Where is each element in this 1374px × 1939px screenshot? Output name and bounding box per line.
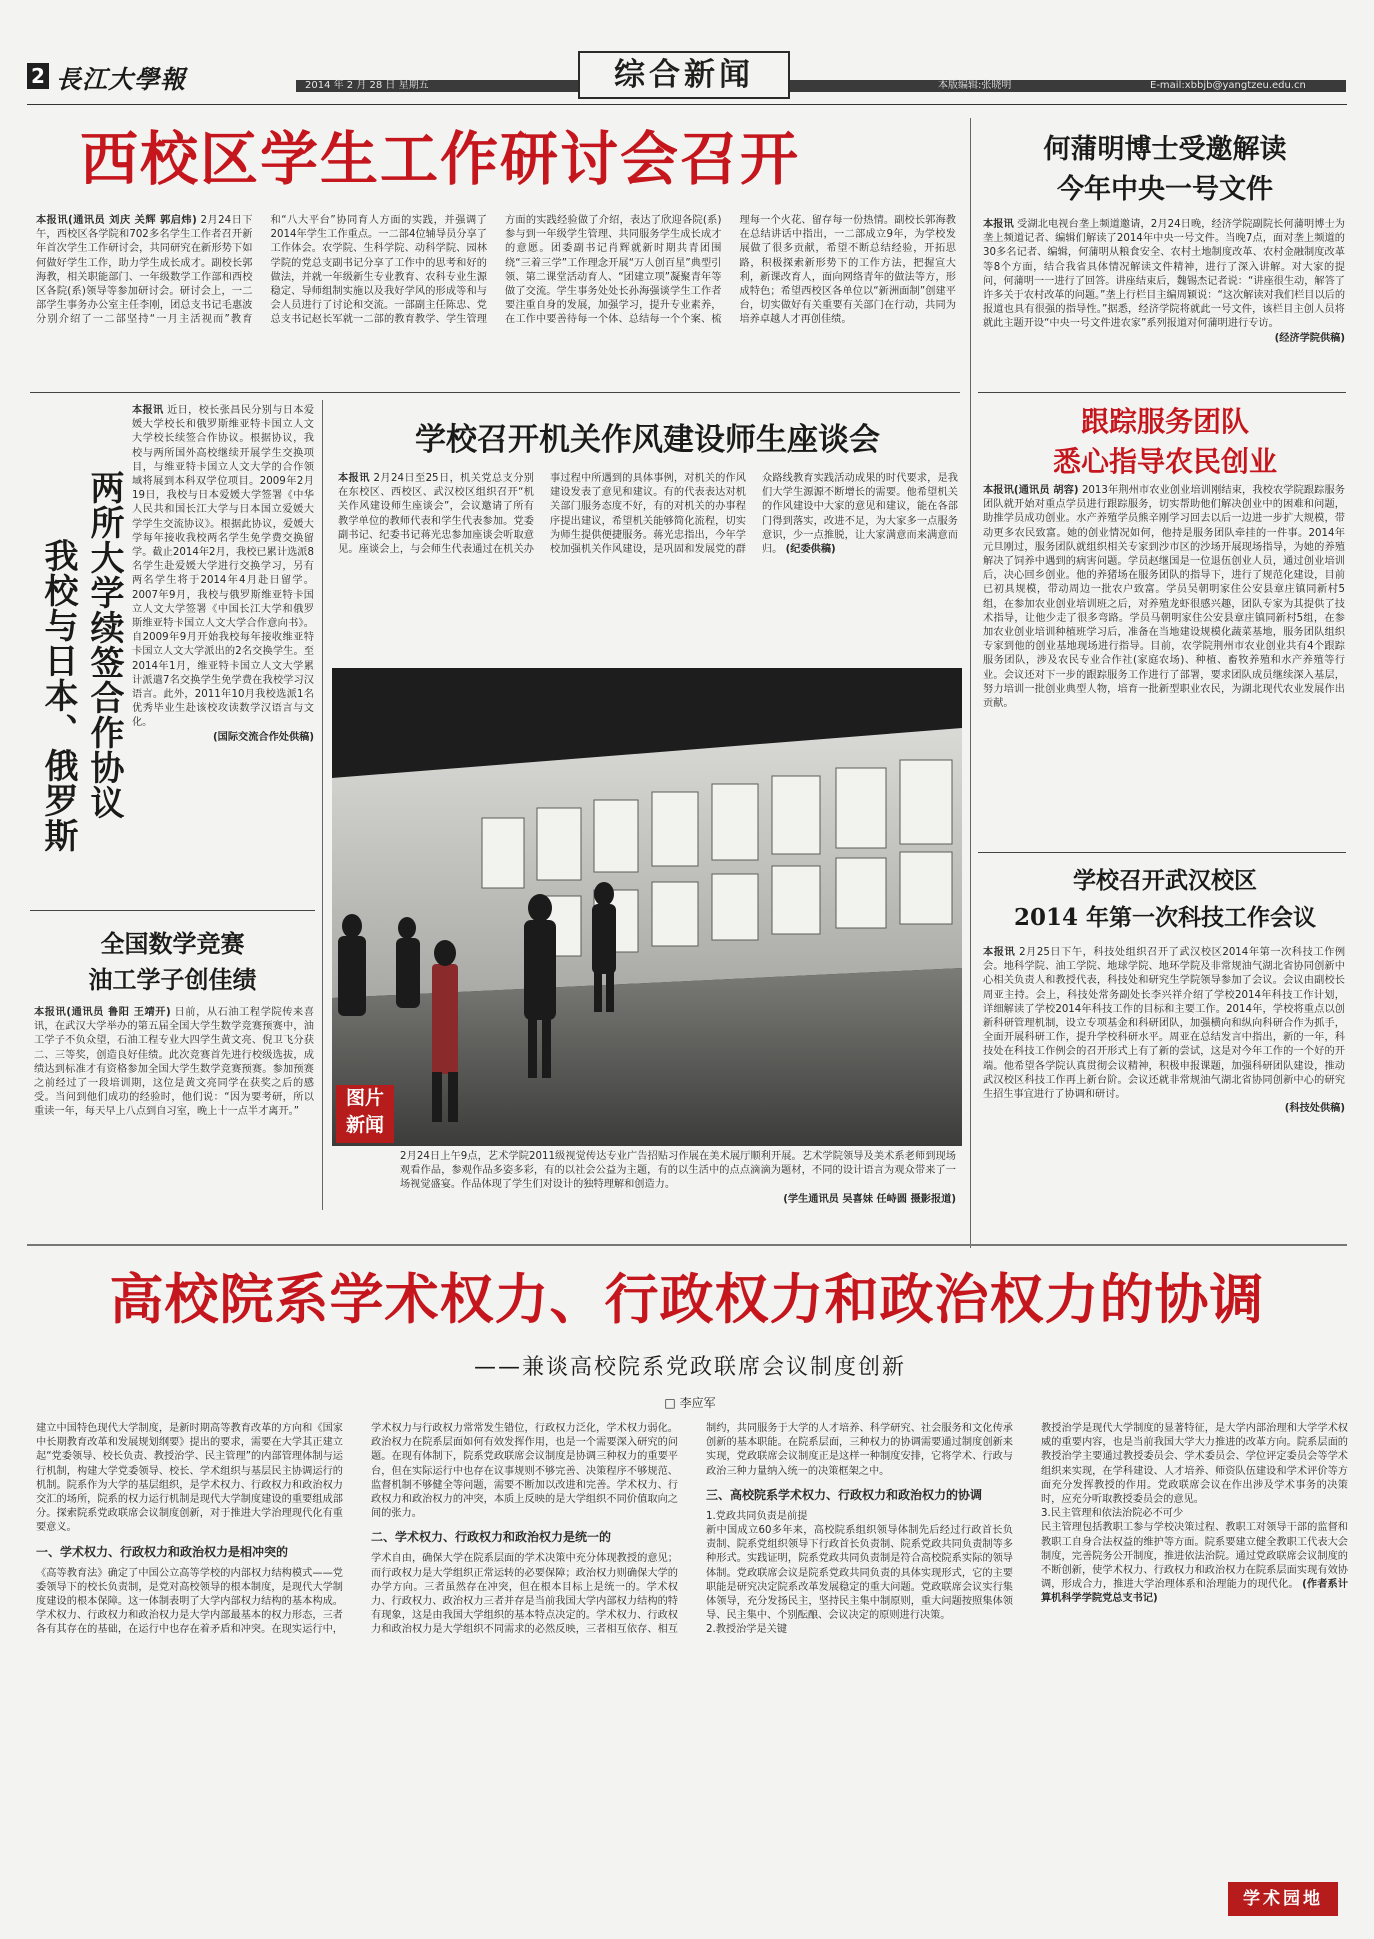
a7-text: 2月25日下午，科技处组织召开了武汉校区2014年第一次科技工作例会。地科学院、油工学院、地球学院、地环学院及非常规油气湖北省协同创新中心相关负责人和教授代表，科技处和研究生学院领导参加了会议。会议由副校长周亚主持。会上，科技处常务副处长李兴祥介绍了学校2014年科技工作计划，详细解读了学校2014年科技工作的目标和主要工作。2014年，学校将重点以创新科研管理机制，设立专项基金和科研团队，加强横向和纵向科研合作为抓手，全面开展科研工作，提升学校科研水平。周亚在总结发言中指出，新的一年，科技处在科技工作例会的召开形式上有了新的尝试，这是对今年工作的一个好的开端。他希望各学院认真贯彻会议精神，积极申报课题，加强科研团队建设，推动武汉校区科技工作再上新台阶。会议还就非常规油气湖北省协同创新中心的研究生招生事宜进行了协调和研讨。 [983,947,1345,1101]
column-rule-right [970,118,971,1248]
feature-credit: (作者系计算机科学学院党总支书记) [1041,1579,1348,1605]
photo-caption [400,1150,956,1206]
a5-body [983,484,1345,844]
feature-s1-heading: 一、学术权力、行政权力和政治权力是相冲突的 [36,1544,289,1559]
feature-s3-heading: 三、高校院系学术权力、行政权力和政治权力的协调 [706,1487,983,1502]
column-rule-left [322,400,323,1210]
a6-headline-line2: 油工学子创佳绩 [88,965,257,994]
a7-headline-line2: 2014 年第一次科技工作会议 [1013,904,1317,931]
a2-headline [985,130,1345,210]
feature-s1-body: 《高等教育法》确定了中国公立高等学校的内部权力结构模式——党委领导下的校长负责制，是党对高校领导的根本制度，是现代大学制度建设的根本保障。这一体制表明了大学内部权力结构的基本构成。学术权力、行政权力和政治权力是大学内部最基本的权力形态，三者各有其存在的基础，在运行中也存在着矛盾和冲突。在现实运行中，学术权力与行政权力常常发生错位，行政权力泛化，学术权力弱化。政治权力在院系层面如何有效发挥作用，也是一个需要深入研究的问题。在现有体制下，院系党政联席会议制度是协调三种权力的重要平台，但在实际运行中也存在议事规则不够完善、决策程序不够规范、监督机制不够健全等问题，需要不断加以改进和完善。学术权力、行政权力和政治权力的冲突，本质上反映的是大学组织不同价值取向之间的张力。 [36,1423,678,1636]
a3-body [132,404,314,904]
rule-top-right [978,392,1346,393]
a6-byline: 本报讯(通讯员 鲁阳 王靖开) [34,1007,171,1018]
feature-s3-body1: 新中国成立60多年来，高校院系组织领导体制先后经过行政首长负责制、院系党组织领导下行政首长负责制、院系党政共同负责制等多种形式。实践证明，院系党政共同负责制是符合高校院系实际的领导体制。党政联席会议是院系党政共同负责的具体实现形式，它的主要职能是研究决定院系改革发展稳定的重大问题。党政联席会议实行集体领导，充分发扬民主，坚持民主集中制原则，重大问题按照集体领导、民主集中、个别酝酿、会议决定的原则进行决策。 [706,1525,1013,1622]
photo-label-line1: 图片 [345,1087,384,1109]
section-title: 综合新闻 [614,57,754,93]
paper-name-logo: 長江大學報 [56,65,187,94]
a1-text: 2月24日下午，西校区各学院和702多名学生工作者召开新年首次学生工作研讨会，共同研究在新形势下如何做好学生工作，助力学生成长成才。副校长郭海教，相关职能部门、一年级数学工作部和西校区各院(系)领导等参加研讨会。研讨会上，一二部学生事务办公室主任李刚，团总支书记毛惠波分别介绍了一二部坚持“一月主活视而”教育和“八大平台”协同育人方面的实践，并强调了2014年学生工作重点。一二部4位辅导员分享了工作体会。农学院、生科学院、动科学院、园林学院的党总支副书记分享了工作中的思考和好的做法，并就一年级新生专业教育、农科专业生源稳定、导师组制实施以及我好学风的形成等和与会人员进行了讨论和交流。一部副主任陈忠、党总支书记赵长军就一二部的教育教学、学生管理方面的实践经验做了介绍，表达了欣迎各院(系)参与到一年级学生管理、共同服务学生成长成才的意愿。团委副书记肖辉就新时期共青团围绕“三着三学”工作理念开展“万人创百星”典型引领、第二课堂活动育人、“团建立项”凝聚青年等做了交流。学生事务处处长孙海强谈学生工作者要注重自身的发展，加强学习，提升专业素养，在工作中要善待每一个体、总结每一个个案、梳理每一个火花、留存每一份热情。副校长郭海教在总结讲话中指出，一二部成立9年，为学校发展做了很多贡献，希望不断总结经验，开拓思路，积极探索新形势下的工作方法，把握宣大利，新课改育人，面向网络青年的做法等方，形成特色；希望西校区各单位以“新洲面制”创建平台，切实做好有关重要有关部门在行动，共同为培养卓越人才再创佳绩。 [36,215,956,326]
a2-credit: (经济学院供稿) [1274,332,1345,344]
feature-subtitle: ——兼谈高校院系党政联席会议制度创新 [473,1355,906,1380]
a2-headline-line2: 今年中央一号文件 [1057,174,1273,205]
rule-a7 [978,852,1346,853]
a5-text: 2013年荆州市农业创业培训刚结束，我校农学院跟踪服务团队就开始对重点学员进行跟踪服务，切实帮助他们解决创业中的困难和问题，助推学员成功创业。水产养殖学员熊辛刚学习回去以后一边进一步扩大规模，带动更多农民致富。她的创业情况如何，他持是服务团队牵挂的一件事。2014年元旦刚过，服务团队就组织相关专家到沙市区的沙场开展现场指导，为她的养殖解决了饲养中遇到的病害问题。学员赵继国是一位退伍创业人员，通过创业培训后，决心回乡创业。他的养猪场在服务团队的指导下，进行了规范化建设，目前已初具规模，带动周边一批农户致富。学员吴朝明家住公安县章庄镇同新村5组，在参加农业创业培训班之后，对养殖龙虾很感兴趣，团队专家为其提供了技术指导，让他少走了很多弯路。学员马朝明家住公安县章庄镇同新村5组，在参加农业创业培训种植班学习后，准备在当地建设规模化蔬菜基地，服务团队组织专家到他的创业基地现场进行指导。目前，农学院荆州市农业创业共有4个跟踪服务团队，涉及农民专业合作社(家庭农场)、种植、畜牧养殖和水产养殖等行业。会议还对下一步的跟踪服务工作进行了部署，要求团队成员继续深入基层，努力培训一批创业典型人物，培育一批新型职业农民，为湖北现代农业发展作出贡献。 [983,485,1345,710]
a7-byline: 本报讯 [983,947,1016,958]
a6-body [34,1006,314,1206]
a5-headline-line2: 悉心指导农民创业 [1052,445,1277,478]
feature-s3-sub2: 2.教授治学是关键 [706,1624,788,1636]
feature-s3-sub1: 1.党政共同负责是前提 [706,1510,808,1522]
a7-body [983,946,1345,1208]
masthead-rule [27,104,1347,105]
a3-title-line2: 我校与日本、俄罗斯 [38,538,78,853]
a3-byline: 本报讯 [132,405,164,416]
feature-s3-body2: 教授治学是现代大学制度的显著特征，是大学内部治理和大学学术权威的重要内容，也是当前我国大学大力推进的改革方向。院系层面的教授治学主要通过教授委员会、学术委员会、学位评定委员会等学术组织来实现，在学科建设、人才培养、师资队伍建设和学术评价等方面充分发挥教授的作用。党政联席会议在作出涉及学术事务的决策时，应充分听取教授委员会的意见。 [1041,1423,1348,1506]
a1-body [36,214,956,384]
rule-top-left [30,392,960,393]
a5-headline-line1: 跟踪服务团队 [1080,405,1249,438]
a4-body [338,472,958,657]
a5-headline [985,402,1345,482]
exhibition-photo-illustration [332,668,962,1146]
a2-headline-line1: 何蒲明博士受邀解读 [1043,134,1287,165]
feature-s2-heading: 二、学术权力、行政权力和政治权力是统一的 [371,1530,612,1545]
page-number-box: 2 [27,63,49,89]
a4-text: 2月24日至25日，机关党总支分别在东校区、西校区、武汉校区组织召开“机关作风建设师生座谈会”，会议邀请了所有教学单位的教师代表和学生代表参加。党委副书记、纪委书记蒋光忠参加座谈会听取意见。座谈会上，与会师生代表通过在机关办事过程中所遇到的具体事例，对机关的作风建设发表了意见和建议。有的代表表达对机关部门服务态度不好，有的对机关的办事程序提出建议，希望机关能够简化流程，切实为师生提供便捷服务。蒋光忠指出，今年学校加强机关作风建设，是巩固和发展党的群众路线教育实践活动成果的时代要求，是我们大学生源源不断增长的需要。他希望机关的作风建设中大家的意见和建议，能在各部门得到落实，改进不足，为大家多一点服务意识，少一点推脱，让大家满意而来满意而归。 [338,473,958,556]
photo-credit: (学生通讯员 吴喜妹 任峙圆 摄影报道) [783,1193,956,1205]
photo-label-line2: 新闻 [345,1114,384,1136]
photo-caption-text: 2月24日上午9点，艺术学院2011级视觉传达专业广告招贴习作展在美术展厅顺利开展。艺术学院领导及美术系老师到现场观看作品，参观作品多姿多彩，有的以社会公益为主题，有的以生活中的点点滴滴为题材，不同的设计语言为观众带来了一场视觉盛宴。作品体现了学生们对设计的独特理解和创造力。 [400,1151,956,1191]
feature-intro: 建立中国特色现代大学制度，是新时期高等教育改革的方向和《国家中长期教育改革和发展规划纲要》提出的要求，需要在大学其正建立起“党委领导、校长负责、教授治学、民主管理”的内部管理体制与运行机制，构建大学党委领导、校长、学术组织与基层民主协调运行的机制。院系作为大学的基层组织，是学术权力、行政权力和政治权力交汇的场所，院系的权力运行机制是现代大学制度建设的重要组成部分。探索院系党政联席会议制度创新，对于推进大学治理现代化有重要意义。 [36,1423,343,1534]
feature-body [36,1422,1348,1928]
section-title-box [578,51,790,99]
editor-email: E-mail:xbbjb@yangtzeu.edu.cn [1150,80,1306,91]
a1-byline: 本报讯(通讯员 刘庆 关辉 郭启炜) [36,215,197,226]
column-label-academic: 学术园地 [1228,1882,1338,1916]
a7-credit: (科技处供稿) [1284,1103,1345,1115]
a2-body [983,218,1345,386]
page-editor: 本版编辑:张晓明 [938,80,1012,91]
a7-headline [985,862,1345,936]
feature-s2-body: 学术自由，确保大学在院系层面的学术决策中充分体现教授的意见；而行政权力是大学组织正常运转的必要保障；政治权力则确保大学的办学方向。三者虽然存在冲突，但在根本目标上是统一的。学术权力、行政权力、政治权力三者并存是当前我国大学内部权力结构的特有现象，这是由我国大学组织的基本特点决定的。学术权力、行政权力和政治权力是大学组织不同需求的必然反映，三者相互依存、相互制约，共同服务于大学的人才培养、科学研究、社会服务和文化传承创新的基本职能。在院系层面，三种权力的协调需要通过制度创新来实现，党政联席会议制度正是这样一种制度安排，它将学术、行政与政治三种力量纳入统一的决策框架之中。 [371,1423,1013,1636]
a3-vertical-title [30,470,126,890]
a6-text: 日前，从石油工程学院传来喜讯，在武汉大学举办的第五届全国大学生数学竞赛预赛中，油工学子不负众望，石油工程专业大四学生黄文亮、倪卫飞分获二、三等奖，创造良好佳绩。此次竞赛首先进行校级选拔，成绩达到标准才有资格参加全国大学生数学竞赛预赛。参加预赛之前经过了一段培训期，这位是黄文亮同学在获奖之后的感受。当问到他们成功的经验时，他们说：“因为要考研，所以重读一年，每天早上八点到自习室，晚上十一点半才离开。” [34,1007,314,1118]
a3-credit: (国际交流合作处供稿) [213,731,314,743]
a3-text: 近日，校长张昌民分别与日本爱媛大学校长和俄罗斯维亚特卡国立人文大学校长续签合作协议。根据协议，我校与两所国外高校继续开展学生交换项目，与维亚特卡国立人文大学的合作领域将展到本科双学位项目。2009年2月19日，我校与日本爱媛大学签署《中华人民共和国长江大学与日本国立爱媛大学学生交流协议》。根据此协议，爱媛大学每年接收我校两名学生免学费交换留学。截止2014年2月，我校已累计选派8名学生赴爱媛大学进行交换学习，另有两名学生将于2014年4月赴日留学。2007年9月，我校与俄罗斯维亚特卡国立人文大学签署《中国长江大学和俄罗斯维亚特卡国立人文大学合作意向书》。自2009年9月开始我校每年接收维亚特卡国立人文大学派出的2名交换学生。至2014年1月，维亚特卡国立人文大学累计派遣7名交换学生免学费在我校学习汉语言。此外，2011年10月我校选派1名优秀毕业生赴该校攻读数学汉语言与文化。 [132,405,314,729]
a4-byline: 本报讯 [338,473,370,484]
feature-s3-sub3: 3.民主管理和依法治院必不可少 [1041,1508,1184,1520]
a4-credit: (纪委供稿) [785,544,836,556]
issue-date: 2014 年 2 月 28 日 星期五 [305,80,429,91]
a2-text: 受湖北电视台垄上频道邀请，2月24日晚，经济学院副院长何蒲明博士为垄上频道记者、编辑们解读了2014年中央一号文件。当晚7点，面对垄上频道的30多名记者、编辑，何蒲明从粮食安全、农村土地制度改革、农村金融制度改革等8个方面，结合我省具体情况解读文件精神，进行了深入讲解。对大家的提问，何蒲明一一进行了回答。讲座结束后，魏锡杰记者说：“讲座很生动，解答了许多关于农村改革的问题。”垄上行栏目主编周颖说：“这次解读对我们栏目以后的报道也具有很强的指导性。”据悉，经济学院将就此一号文件，该栏目主创人员将就此主题开设“中央一号文件进农家”系列报道对何蒲明进行专访。 [983,219,1345,330]
feature-s3-body3: 民主管理包括教职工参与学校决策过程、教职工对领导干部的监督和教职工自身合法权益的维护等方面。院系要建立健全教职工代表大会制度，完善院务公开制度，推进依法治院。通过党政联席会议制度的不断创新，使学术权力、行政权力和政治权力在院系层面实现有效协调，形成合力，推进大学治理体系和治理能力的现代化。 [1041,1522,1348,1591]
news-photo [332,668,962,1146]
a2-byline: 本报讯 [983,219,1014,230]
a4-headline: 学校召开机关作风建设师生座谈会 [415,422,880,458]
feature-headline: 高校院系学术权力、行政权力和政治权力的协调 [109,1267,1265,1331]
a6-headline-line1: 全国数学竞赛 [100,929,245,958]
photo-news-label [336,1085,394,1143]
a7-headline-line1: 学校召开武汉校区 [1073,867,1257,894]
feature-author: □ 李应军 [664,1396,716,1410]
a3-title-line1: 两所大学续签合作协议 [84,470,124,820]
feature-top-rule [27,1244,1347,1246]
rule-a6 [30,910,315,911]
a5-byline: 本报讯(通讯员 胡容) [983,485,1079,496]
a1-headline: 西校区学生工作研讨会召开 [80,125,801,193]
a6-headline [30,926,315,998]
